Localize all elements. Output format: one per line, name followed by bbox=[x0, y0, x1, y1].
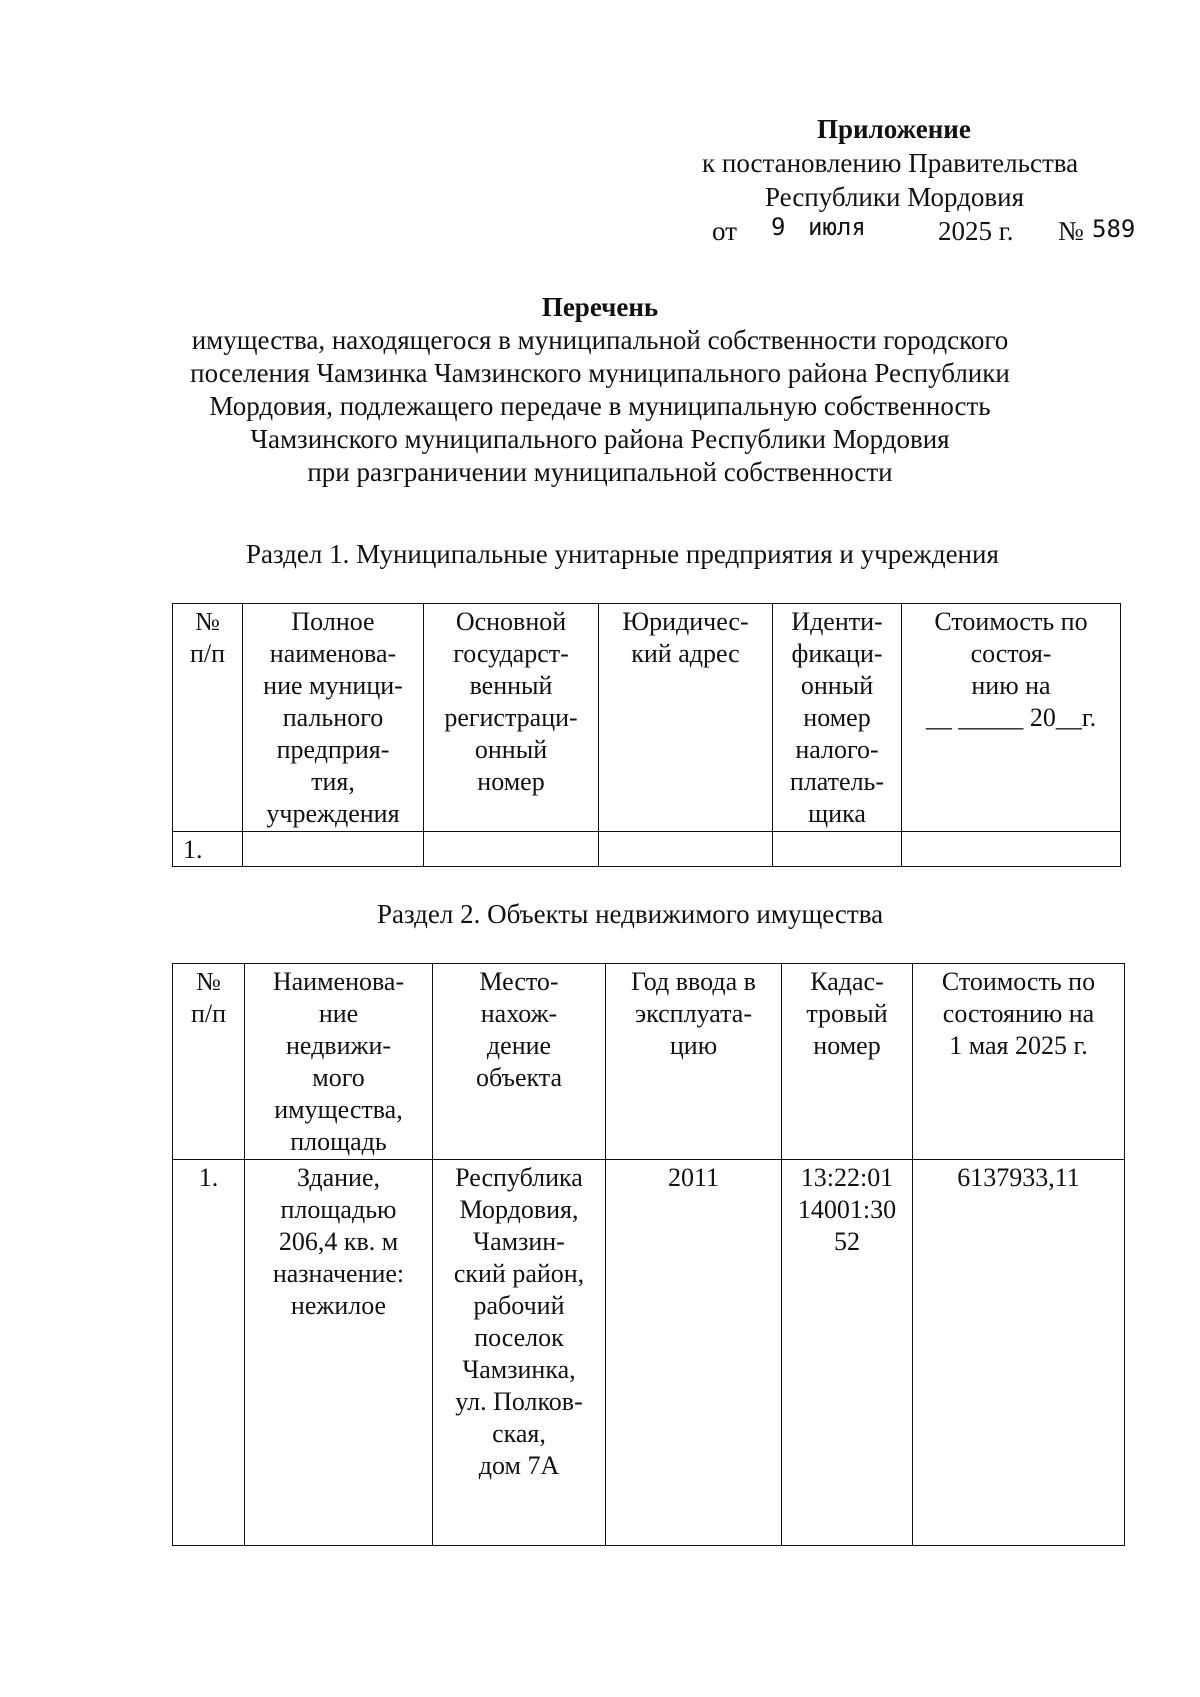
cell-number: 1. bbox=[173, 1160, 245, 1546]
table-row bbox=[173, 832, 1121, 867]
heading-line: Чамзинского муниципального района Республики Мордовия bbox=[250, 424, 950, 454]
cell-cost bbox=[902, 832, 1121, 867]
header-cell-property-name: Наименова- ние недвижи- мого имущества, площадь bbox=[245, 964, 433, 1160]
section1-table bbox=[172, 603, 1121, 867]
heading-line: имущества, находящегося в муниципальной собственности городского bbox=[191, 325, 1009, 355]
cell-cost: 6137933,11 bbox=[913, 1160, 1125, 1546]
header-cell-number: № п/п bbox=[173, 964, 245, 1160]
cell-location: Республика Мордовия, Чамзин- ский район, рабочий поселок Чамзинка, ул. Полков- ская, дом 7А bbox=[433, 1160, 606, 1546]
header-cell-enterprise-name: Полное наименова- ние муници- пального предприя- тия, учреждения bbox=[243, 604, 424, 832]
date-year: 2025 г. bbox=[938, 216, 1014, 246]
table-header-row bbox=[173, 604, 1121, 832]
appendix-line-republic: Республики Мордовия bbox=[765, 182, 1025, 212]
cell-number: 1. bbox=[173, 832, 243, 867]
header-cell-location: Место- нахож- дение объекта bbox=[433, 964, 606, 1160]
heading-line: поселения Чамзинка Чамзинского муниципального района Республики bbox=[190, 358, 1010, 388]
appendix-line-resolution: к постановлению Правительства bbox=[702, 148, 1079, 178]
table-header-row bbox=[173, 964, 1125, 1160]
header-cell-number: № п/п bbox=[173, 604, 243, 832]
document-heading bbox=[150, 290, 1050, 489]
date-from-label: от bbox=[712, 216, 737, 246]
cell-cadastral: 13:22:01 14001:30 52 bbox=[782, 1160, 913, 1546]
section2-table bbox=[172, 963, 1125, 1546]
cell-ogrn bbox=[424, 832, 599, 867]
number-sign: № bbox=[1058, 216, 1084, 246]
heading-line: Мордовия, подлежащего передаче в муниципальную собственность bbox=[209, 391, 991, 421]
header-cell-cadastral: Кадас- тровый номер bbox=[782, 964, 913, 1160]
cell-inn bbox=[773, 832, 902, 867]
header-cell-ogrn: Основной государст- венный регистраци- онный номер bbox=[424, 604, 599, 832]
heading-title: Перечень bbox=[541, 292, 659, 322]
cell-legal-address bbox=[599, 832, 773, 867]
heading-line: при разграничении муниципальной собственности bbox=[307, 457, 893, 487]
date-month: июля bbox=[808, 213, 866, 241]
appendix-title: Приложение bbox=[817, 114, 971, 144]
cell-year: 2011 bbox=[606, 1160, 782, 1546]
header-cell-legal-address: Юридичес- кий адрес bbox=[599, 604, 773, 832]
date-day: 9 bbox=[771, 213, 786, 241]
header-cell-cost: Стоимость по состоя- нию на __ _____ 20__г. bbox=[902, 604, 1121, 832]
header-cell-inn: Иденти- фикаци- онный номер налого- платель- щика bbox=[773, 604, 902, 832]
cell-property-name: Здание, площадью 206,4 кв. м назначение: нежилое bbox=[245, 1160, 433, 1546]
header-cell-cost: Стоимость по состоянию на 1 мая 2025 г. bbox=[913, 964, 1125, 1160]
header-cell-year: Год ввода в эксплуата- цию bbox=[606, 964, 782, 1160]
section1-title: Раздел 1. Муниципальные унитарные предприятия и учреждения bbox=[246, 539, 999, 569]
cell-enterprise-name bbox=[243, 832, 424, 867]
table-row bbox=[173, 1160, 1125, 1546]
resolution-number: 589 bbox=[1092, 215, 1136, 243]
section2-title: Раздел 2. Объекты недвижимого имущества bbox=[377, 899, 884, 929]
